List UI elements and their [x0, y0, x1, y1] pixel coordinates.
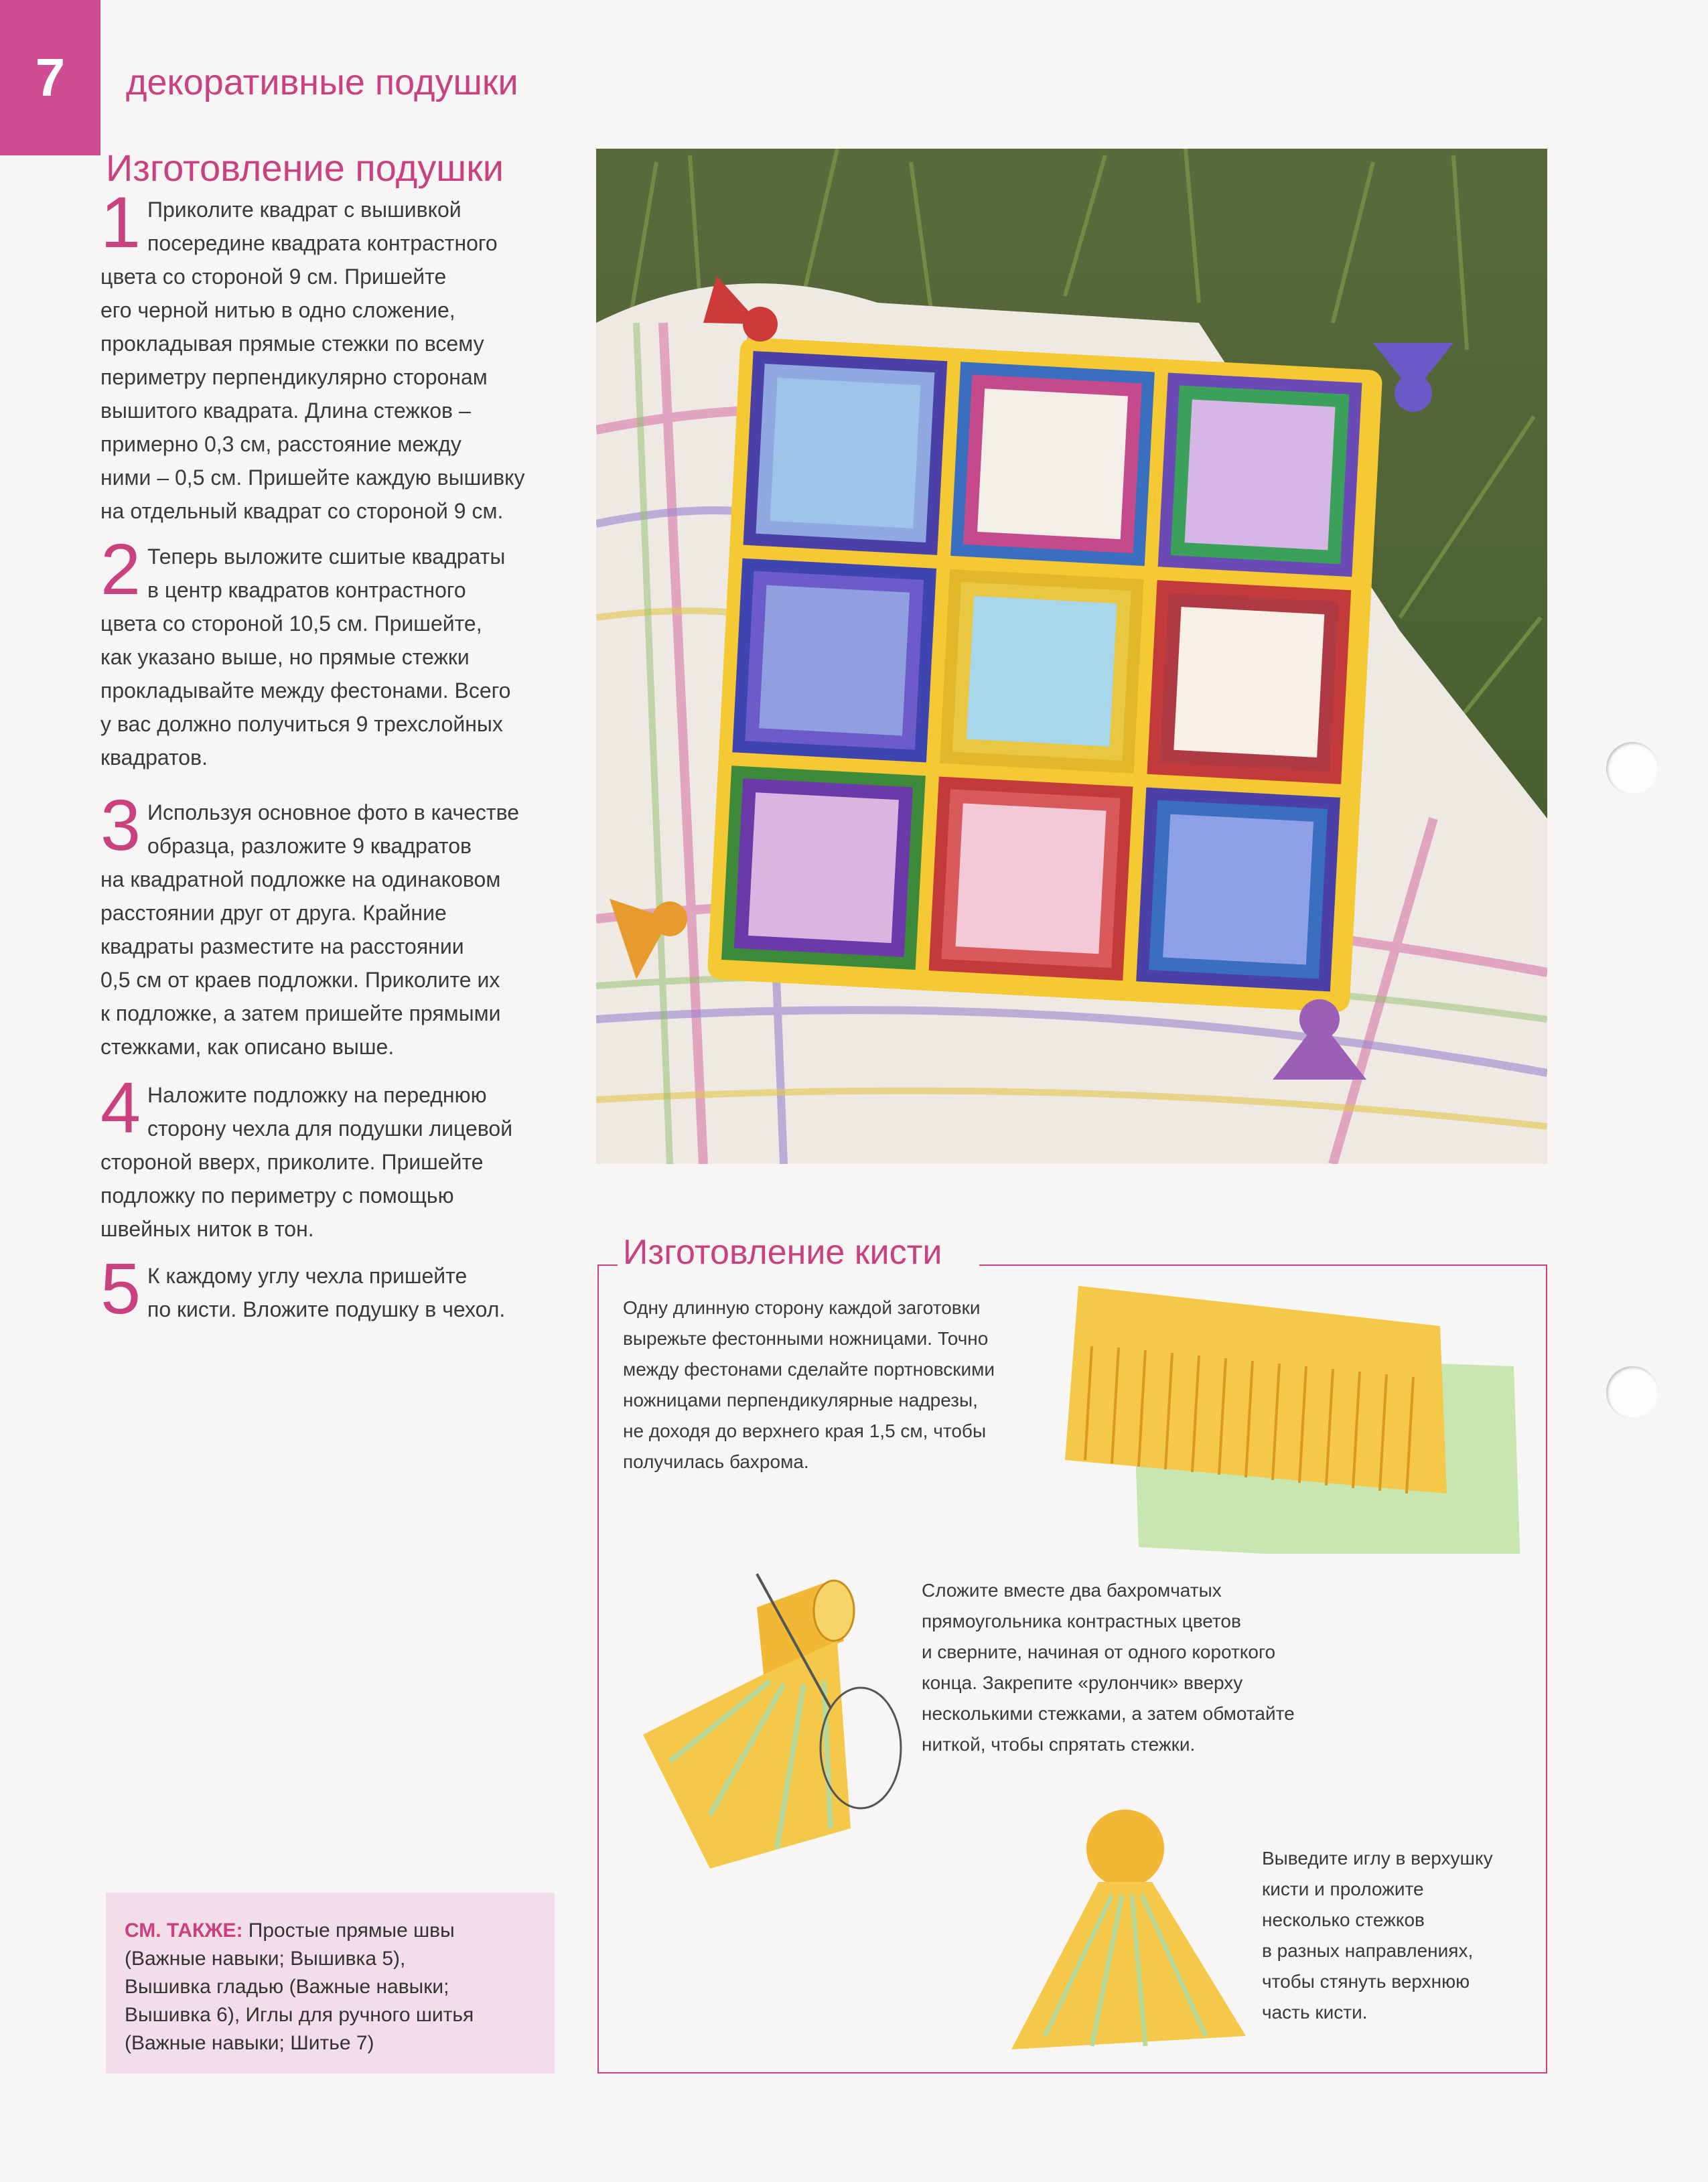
tassel-text-line: конца. Закрепите «рулончик» вверху — [922, 1672, 1243, 1693]
step-line: 0,5 см от краев подложки. Приколите их — [100, 968, 500, 992]
step-line: стежками, как описано выше. — [100, 1035, 395, 1059]
step-line: к подложке, а затем пришейте прямыми — [100, 1001, 501, 1025]
step-line: квадраты разместите на расстоянии — [100, 934, 464, 958]
tassel-text-line: прямоугольника контрастных цветов — [922, 1611, 1241, 1631]
step-line: ними – 0,5 см. Пришейте каждую вышивку — [100, 465, 525, 490]
see-also-label: СМ. ТАКЖЕ: — [125, 1919, 248, 1942]
see-also-text — [125, 1917, 474, 2057]
tassel-text-line: ниткой, чтобы спрятать стежки. — [922, 1734, 1196, 1755]
step-line: Используя основное фото в качестве — [147, 800, 520, 824]
step-line: сторону чехла для подушки лицевой — [147, 1116, 513, 1141]
main-heading: Изготовление подушки — [106, 147, 504, 189]
step-line: на квадратной подложке на одинаковом — [100, 867, 501, 891]
step-number: 3 — [100, 784, 141, 865]
pillow-patch — [1185, 399, 1336, 550]
step-line: К каждому углу чехла пришейте — [147, 1264, 468, 1288]
pillow-patch — [748, 792, 899, 943]
step-line: цвета со стороной 10,5 см. Пришейте, — [100, 611, 482, 636]
step-line: на отдельный квадрат со стороной 9 см. — [100, 499, 504, 523]
tassel-text-line: получилась бахрома. — [623, 1451, 809, 1472]
tassel-text-line: между фестонами сделайте портновскими — [623, 1359, 995, 1380]
step-line: прокладывайте между фестонами. Всего — [100, 678, 511, 703]
see-also-line: Простые прямые швы — [248, 1919, 455, 1942]
step-line: Теперь выложите сшитые квадраты — [147, 544, 506, 569]
step-number: 4 — [100, 1067, 141, 1148]
step-line: в центр квадратов контрастного — [147, 578, 466, 602]
tassel-text-line: в разных направлениях, — [1262, 1940, 1474, 1961]
rolled-tassel-illustration — [630, 1560, 938, 1882]
step-number: 2 — [100, 528, 141, 609]
step-line: по кисти. Вложите подушку в чехол. — [147, 1297, 506, 1321]
tassel-text-line: вырежьте фестонными ножницами. Точно — [623, 1328, 989, 1349]
step-line: прокладывая прямые стежки по всему — [100, 332, 484, 356]
step-line: Наложите подложку на переднюю — [147, 1083, 487, 1107]
tassel-text-line: несколькими стежками, а затем обмотайте — [922, 1703, 1295, 1724]
step-number: 1 — [100, 181, 141, 263]
step-line: примерно 0,3 см, расстояние между — [100, 432, 461, 456]
step-line: посередине квадрата контрастного — [147, 231, 498, 255]
see-also-line: Вышивка 6), Иглы для ручного шитья — [125, 2004, 474, 2026]
step-line: квадратов. — [100, 745, 208, 770]
tassel-text-line: и сверните, начиная от одного короткого — [922, 1642, 1276, 1662]
step-line: цвета со стороной 9 см. Пришейте — [100, 265, 447, 289]
tassel-text-line: Сложите вместе два бахромчатых — [922, 1580, 1222, 1601]
binder-hole — [1606, 1366, 1658, 1419]
step-line: расстоянии друг от друга. Крайние — [100, 901, 447, 925]
binder-hole — [1606, 742, 1658, 794]
see-also-line: Вышивка гладью (Важные навыки; — [125, 1976, 449, 1998]
step-line: вышитого квадрата. Длина стежков – — [100, 398, 471, 423]
tassel-text-line: Одну длинную сторону каждой заготовки — [623, 1297, 981, 1318]
step-line: стороной вверх, приколите. Пришейте — [100, 1150, 484, 1174]
pillow-patch — [1173, 607, 1324, 757]
fringe-rectangles-illustration — [1025, 1272, 1547, 1554]
step-number: 5 — [100, 1248, 141, 1329]
tassel-text-line: несколько стежков — [1262, 1909, 1425, 1930]
tassel-text-line: кисти и проложите — [1262, 1879, 1424, 1899]
step-line: Приколите квадрат с вышивкой — [147, 198, 461, 222]
step-line: подложку по периметру с помощью — [100, 1183, 454, 1208]
pillow-patch — [967, 596, 1117, 747]
step-line: периметру перпендикулярно сторонам — [100, 365, 488, 389]
step-line: как указано выше, но прямые стежки — [100, 645, 470, 669]
pillow-patch — [770, 378, 920, 528]
tassel-text-line: чтобы стянуть верхнюю — [1262, 1971, 1470, 1992]
chapter-number: 7 — [35, 48, 66, 107]
pillow-patch — [977, 388, 1128, 539]
tassel-text-line: не доходя до верхнего края 1,5 см, чтобы — [623, 1421, 987, 1441]
pillow-patch — [759, 585, 910, 736]
see-also-line: (Важные навыки; Вышивка 5), — [125, 1948, 406, 1970]
finished-tassel-illustration — [991, 1795, 1259, 2076]
step-line: у вас должно получиться 9 трехслойных — [100, 712, 503, 736]
pillow-patch — [956, 803, 1107, 954]
pillow-photo — [596, 149, 1547, 1164]
step-line: швейных ниток в тон. — [100, 1217, 314, 1241]
tassel-text-line: Выведите иглу в верхушку — [1262, 1848, 1493, 1869]
pillow-patch — [1163, 814, 1313, 965]
tassel-heading: Изготовление кисти — [623, 1233, 942, 1272]
tassel-text-line: часть кисти. — [1262, 2002, 1368, 2023]
tassel-text-line: ножницами перпендикулярные надрезы, — [623, 1390, 978, 1410]
step-line: образца, разложите 9 квадратов — [147, 834, 472, 858]
see-also-line: (Важные навыки; Шитье 7) — [125, 2032, 374, 2054]
section-title: декоративные подушки — [126, 62, 518, 102]
step-line: его черной нитью в одно сложение, — [100, 298, 455, 322]
